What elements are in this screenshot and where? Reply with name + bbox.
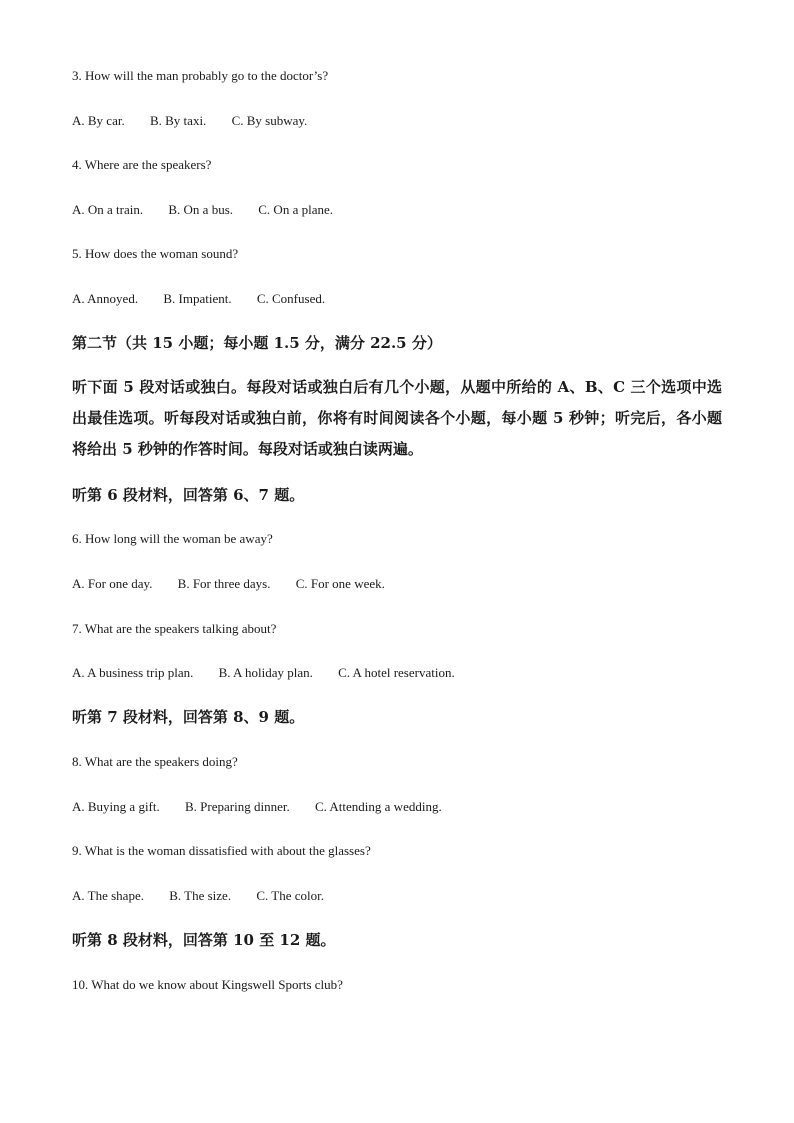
option-b: B. A holiday plan.	[218, 665, 313, 680]
option-b: B. For three days.	[177, 576, 271, 591]
question-5-stem: 5. How does the woman sound?	[72, 246, 239, 261]
option-a: A. The shape.	[72, 888, 144, 903]
option-a: A. A business trip plan.	[72, 665, 194, 680]
question-5-options	[72, 291, 325, 307]
question-9-options	[72, 888, 324, 904]
question-3-stem: 3. How will the man probably go to the doctor’s?	[72, 68, 329, 83]
section-2-instructions: 听下面 5 段对话或独白。每段对话或独白后有几个小题，从题中所给的 A、B、C 三个选项中选出最佳选项。听每段对话或独白前，你将有时间阅读各个小题，每小题 5 秒钟；听完后，各小题将给出 5 秒钟的作答时间。每段对话或独白读两遍。	[72, 378, 722, 458]
option-c: C. Attending a wedding.	[314, 799, 442, 814]
question-10-stem: 10. What do we know about Kingswell Sports club?	[72, 977, 343, 992]
question-8-options	[72, 799, 442, 815]
option-b: B. Preparing dinner.	[185, 799, 290, 814]
question-7-options	[72, 665, 455, 681]
material-8-heading: 听第 8 段材料，回答第 10 至 12 题。	[72, 931, 336, 949]
option-b: B. The size.	[169, 888, 232, 903]
material-6-heading: 听第 6 段材料，回答第 6、7 题。	[72, 486, 305, 504]
question-3-options	[72, 113, 307, 129]
option-b: B. Impatient.	[163, 291, 232, 306]
option-a: A. Annoyed.	[72, 291, 139, 306]
option-a: A. By car.	[72, 113, 125, 128]
question-4-stem: 4. Where are the speakers?	[72, 157, 212, 172]
section-2-title: 第二节（共 15 小题；每小题 1.5 分，满分 22.5 分）	[72, 334, 442, 352]
option-b: B. On a bus.	[168, 202, 234, 217]
question-8-stem: 8. What are the speakers doing?	[72, 754, 238, 769]
question-9-stem: 9. What is the woman dissatisfied with about the glasses?	[72, 843, 371, 858]
question-6-options	[72, 576, 385, 592]
option-c: C. For one week.	[295, 576, 385, 591]
question-7-stem: 7. What are the speakers talking about?	[72, 621, 277, 636]
option-a: A. For one day.	[72, 576, 153, 591]
option-c: C. A hotel reservation.	[338, 665, 455, 680]
option-c: C. The color.	[256, 888, 324, 903]
question-6-stem: 6. How long will the woman be away?	[72, 531, 273, 546]
question-4-options	[72, 202, 333, 218]
option-c: C. On a plane.	[258, 202, 333, 217]
option-c: C. By subway.	[231, 113, 308, 128]
option-a: A. Buying a gift.	[72, 799, 160, 814]
material-7-heading: 听第 7 段材料，回答第 8、9 题。	[72, 708, 305, 726]
option-a: A. On a train.	[72, 202, 144, 217]
option-b: B. By taxi.	[149, 113, 207, 128]
option-c: C. Confused.	[256, 291, 326, 306]
